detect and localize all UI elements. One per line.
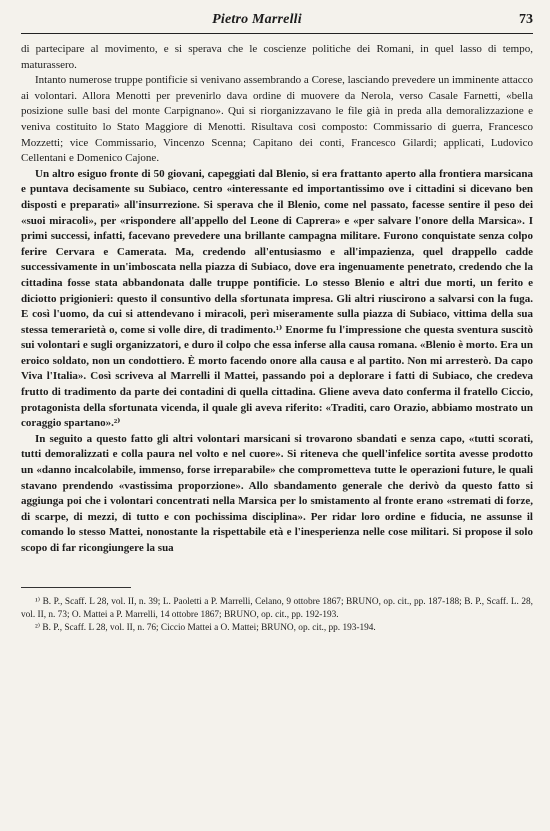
- paragraph: Intanto numerose truppe pontificie si venivano assembrando a Corese, lasciando prevedere un imminente attacco ai volontari. Allora Menotti per prevenirlo dava ordine di muovere da Nerola, verso Casale Farnetti, «bella posizione sulle basi del monte Carpignano». Qui si riorganizzavano le file già in preda alla demoralizzazione e veniva costituito lo Stato Maggiore di Menotti. Risultava così composto: Commissario di guerra, Francesco Mozzetti; vice Commissario, Vincenzo Scenna; Capitano dei conti, Francesco Gilardi; applicati, Ludovico Cellentani e Domenico Cajone.: [21, 74, 533, 165]
- footnote: ²⁾ B. P., Scaff. L 28, vol. II, n. 76; Ciccio Mattei a O. Mattei; BRUNO, op. cit., pp. 193-194.: [35, 623, 376, 634]
- paragraph: In seguito a questo fatto gli altri volontari marsicani si trovarono sbandati e senza capo, «tutti scorati, tutti demoralizzati e colla paura nel volto e nel cuore». Si riteneva che quell'infelice sortita avesse prodotto un «danno incalcolabile, immenso, forse irreparabile» che comprometteva tutte le operazioni future, le quali stavano prendendo «vastissima proporzione». Allo sbandamento generale che derivò da questo fatto si aggiunga poi che i volontari concentrati nella Marsica per lo smistamento al fronte erano «stremati di forze, di scarpe, di mezzi, di tutto e con pochissima disciplina». Per ridar loro ordine e fiducia, ne assunse il comando lo stesso Mattei, nonostante la rispettabile età e l'inesperienza nelle cose militari. Si propose il solo scopo di far ricongiungere la sua: [21, 432, 533, 554]
- paragraph: di partecipare al movimento, e si sperava che le coscienze politiche dei Romani, in quel lasso di tempo, maturassero.: [21, 43, 533, 71]
- footnotes: [21, 596, 533, 636]
- header-rule: [21, 33, 533, 34]
- body-text: [21, 42, 533, 557]
- paragraph: Un altro esiguo fronte di 50 giovani, capeggiati dal Blenio, si era frattanto aperto alla frontiera marsicana e puntava decisamente su Subiaco, centro «interessante ed importantissimo ove i cittadini si dicevano ben disposti e preparati» all'insurrezione. Si sperava che il Blenio, come nel passato, facesse sentire il peso dei «suoi miracoli», per «rispondere all'appello del Leone di Caprera» e «per salvare l'onore della Marsica». I primi successi, infatti, facevano prevedere una brillante campagna militare. Furono conquistate senza colpo ferire Cervara e Camerata. Ma, credendo all'entusiasmo e all'impazienza, quel drappello cadde successivamente in un'imboscata nella piazza di Subiaco, dove era ingenuamente penetrato, credendo che la cittadina fosse stata abbandonata dalle truppe pontificie. Lo stesso Blenio e altri due morti, un ferito e diciotto prigionieri: questo il consuntivo della sfortunata impresa. Gli altri riuscirono a salvarsi con la fuga. E così l'uomo, da cui si attendevano i miracoli, perì miseramente sulla piazza di Subiaco, vittima della sua stessa temerarietà o, come si volle dire, di tradimento.¹⁾ Enorme fu l'impressione che questa sventura suscitò sui volontari e sugli organizzatori, e duro il colpo che essa inferse alla causa romana. «Blenio è morto. Era un eroico soldato, non un condottiero. È morto facendo onore alla causa e al partito. Non mi arresterò. Da capo Viva l'Italia». Così scriveva al Marrelli il Mattei, passando poi a deplorare i fatti di Subiaco, che credeva frutto di tradimento da parte dei contadini di quella cittadina. Gliene aveva dato conferma il fratello Ciccio, protagonista della sfortunata vicenda, il quale gli aveva riferito: «Traditi, caro Orazio, abbiamo mostrato un coraggio spartano».²⁾: [21, 167, 533, 430]
- page-number: 73: [519, 12, 533, 27]
- footnote-rule: [21, 587, 131, 588]
- footnote: ¹⁾ B. P., Scaff. L 28, vol. II, n. 39; L. Paoletti a P. Marrelli, Celano, 9 ottobre 1867; BRUNO, op. cit., pp. 187-188; B. P., Scaff. L. 28, vol. II, n. 73; O. Mattei a P. Marrelli, 14 ottobre 1867; BRUNO, op. cit., pp. 192-193.: [21, 596, 533, 620]
- running-title: Pietro Marrelli: [212, 12, 302, 27]
- running-header: [21, 10, 533, 30]
